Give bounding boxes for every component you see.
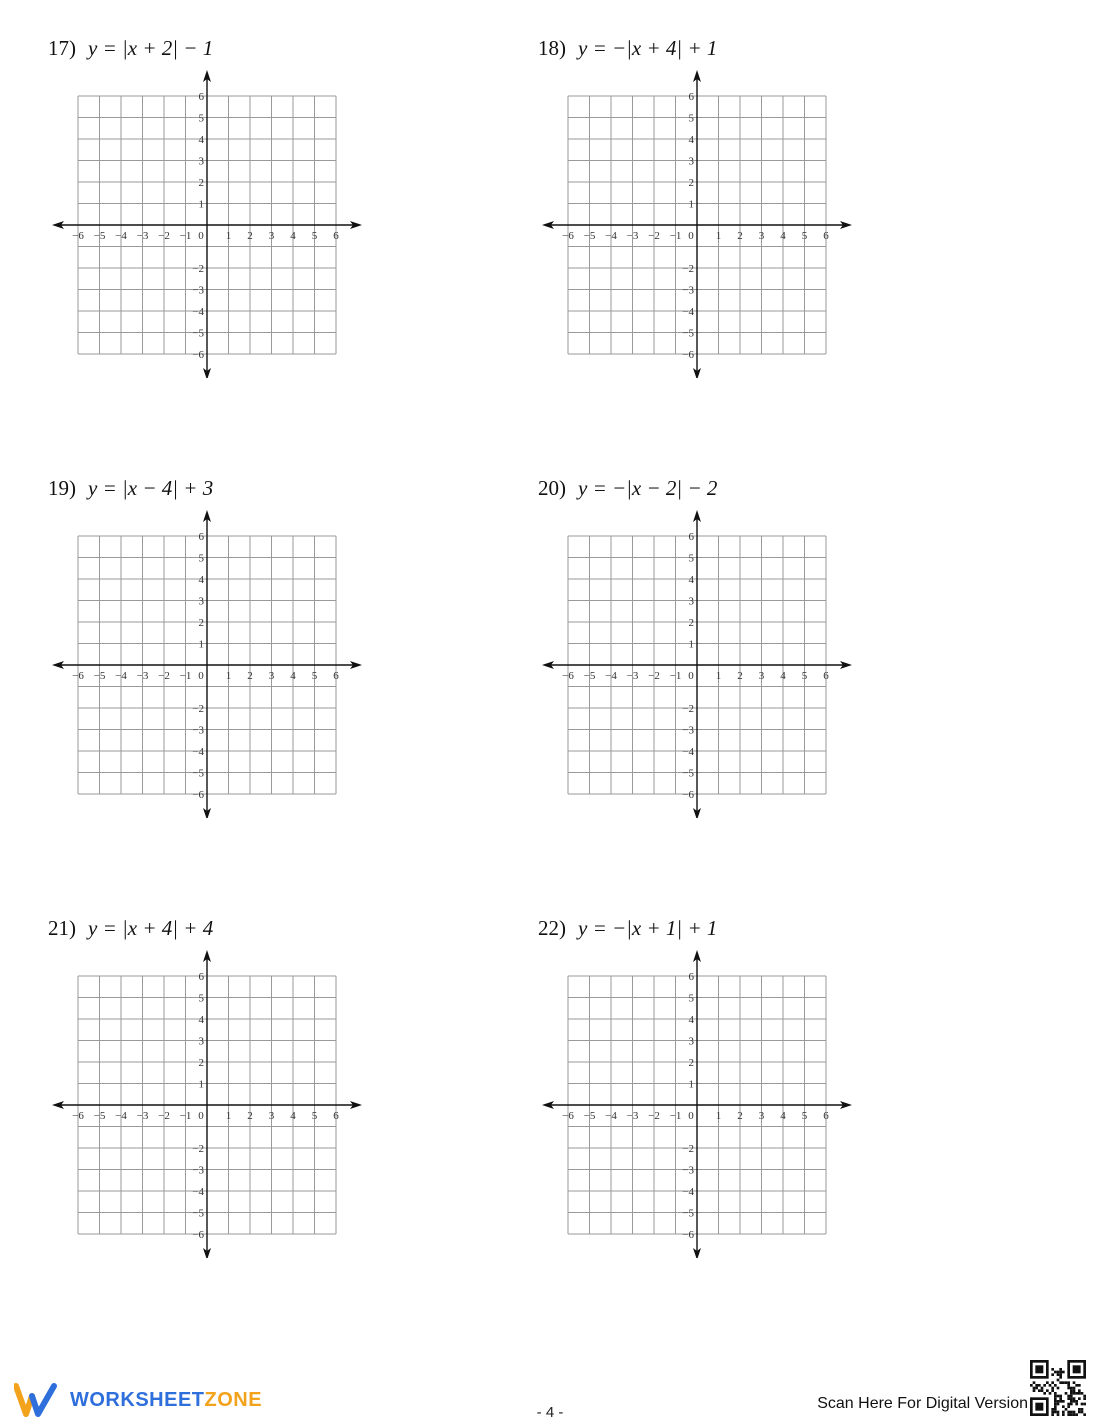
qr-module xyxy=(1057,1413,1060,1416)
x-tick-label: −4 xyxy=(115,670,127,682)
problem-22 xyxy=(538,916,958,1296)
qr-module xyxy=(1046,1389,1049,1392)
y-tick-label: −4 xyxy=(192,1186,204,1198)
qr-module xyxy=(1054,1411,1057,1414)
qr-module xyxy=(1081,1392,1084,1395)
qr-module xyxy=(1078,1411,1081,1414)
y-tick-label: 2 xyxy=(198,1057,204,1069)
y-tick-label: 4 xyxy=(198,574,204,586)
qr-module xyxy=(1081,1403,1084,1406)
x-tick-label: −2 xyxy=(158,670,170,682)
qr-module xyxy=(1062,1400,1065,1403)
x-tick-label: −6 xyxy=(72,670,84,682)
x-tick-label: 0 xyxy=(688,1110,694,1122)
x-tick-label: −5 xyxy=(583,1110,596,1122)
x-tick-label: −1 xyxy=(669,670,682,682)
x-tick-label: 5 xyxy=(311,230,318,242)
y-tick-label: −2 xyxy=(192,263,204,275)
x-tick-label: 5 xyxy=(311,670,318,682)
problem-21 xyxy=(48,916,468,1296)
x-tick-label: 5 xyxy=(801,670,808,682)
x-tick-label: 6 xyxy=(333,1110,339,1122)
problem-equation: y = −|x + 4| + 1 xyxy=(578,36,718,60)
x-tick-label: 3 xyxy=(268,670,275,682)
y-tick-label: 5 xyxy=(198,112,204,125)
y-tick-label: 1 xyxy=(198,198,204,211)
x-tick-label: −3 xyxy=(136,670,149,682)
qr-module xyxy=(1067,1381,1070,1384)
coordinate-grid[interactable] xyxy=(538,58,868,383)
qr-module xyxy=(1070,1403,1073,1406)
y-tick-label: −6 xyxy=(682,349,694,361)
x-tick-label: −4 xyxy=(605,670,617,682)
qr-module xyxy=(1059,1368,1062,1371)
problem-equation: y = |x + 4| + 4 xyxy=(88,916,214,940)
qr-module xyxy=(1070,1389,1073,1392)
problem-number: 21) xyxy=(48,916,76,940)
x-tick-label: 6 xyxy=(823,670,829,682)
x-tick-label: 2 xyxy=(737,230,743,242)
qr-module xyxy=(1033,1387,1036,1390)
qr-module xyxy=(1054,1408,1057,1411)
y-tick-label: 1 xyxy=(688,198,694,211)
y-tick-label: 5 xyxy=(198,552,204,565)
coordinate-grid[interactable] xyxy=(48,938,378,1263)
x-tick-label: −3 xyxy=(626,230,639,242)
qr-module xyxy=(1035,1384,1038,1387)
y-tick-label: 4 xyxy=(688,574,694,586)
y-tick-label: −3 xyxy=(682,284,694,297)
x-tick-label: 5 xyxy=(311,1110,318,1122)
y-tick-label: −2 xyxy=(682,263,694,275)
coordinate-grid[interactable] xyxy=(48,58,378,383)
x-tick-label: 2 xyxy=(247,1110,253,1122)
y-tick-label: 1 xyxy=(688,1078,694,1091)
x-tick-label: −6 xyxy=(562,670,574,682)
qr-module xyxy=(1067,1387,1070,1390)
qr-module xyxy=(1070,1397,1073,1400)
qr-module xyxy=(1038,1389,1041,1392)
qr-module xyxy=(1073,1411,1076,1414)
y-tick-label: −4 xyxy=(682,1186,694,1198)
problem-number: 19) xyxy=(48,476,76,500)
x-tick-label: −3 xyxy=(626,1110,639,1122)
qr-module xyxy=(1043,1384,1046,1387)
x-tick-label: −5 xyxy=(583,670,596,682)
x-tick-label: 0 xyxy=(198,670,204,682)
x-tick-label: 2 xyxy=(737,670,743,682)
qr-module xyxy=(1065,1408,1068,1411)
qr-module xyxy=(1083,1413,1086,1416)
qr-module xyxy=(1051,1413,1054,1416)
qr-module xyxy=(1051,1389,1054,1392)
grid-svg[interactable] xyxy=(538,938,868,1258)
y-tick-label: 2 xyxy=(688,1057,694,1069)
qr-module xyxy=(1057,1411,1060,1414)
qr-module xyxy=(1067,1397,1070,1400)
x-tick-label: −1 xyxy=(179,230,192,242)
problem-equation: y = |x − 4| + 3 xyxy=(88,476,214,500)
y-tick-label: −3 xyxy=(192,1164,204,1177)
scan-caption: Scan Here For Digital Version xyxy=(817,1395,1028,1412)
qr-module xyxy=(1075,1400,1078,1403)
qr-module xyxy=(1054,1405,1057,1408)
x-tick-label: 1 xyxy=(715,1110,722,1122)
qr-module xyxy=(1070,1400,1073,1403)
qr-module xyxy=(1057,1400,1060,1403)
problem-number: 17) xyxy=(48,36,76,60)
qr-module xyxy=(1054,1397,1057,1400)
x-tick-label: −4 xyxy=(115,230,127,242)
qr-module xyxy=(1067,1405,1070,1408)
qr-module xyxy=(1054,1403,1057,1406)
brand-name: WORKSHEETZONE xyxy=(70,1388,263,1411)
x-tick-label: −4 xyxy=(605,1110,617,1122)
x-tick-label: −2 xyxy=(158,1110,170,1122)
qr-module xyxy=(1073,1397,1076,1400)
qr-module xyxy=(1059,1381,1062,1384)
qr-module xyxy=(1057,1403,1060,1406)
qr-module xyxy=(1075,1413,1078,1416)
qr-module xyxy=(1051,1368,1054,1371)
y-tick-label: 5 xyxy=(198,992,204,1005)
problem-number: 18) xyxy=(538,36,566,60)
x-tick-label: 6 xyxy=(333,670,339,682)
qr-module xyxy=(1062,1413,1065,1416)
x-tick-label: −3 xyxy=(136,1110,149,1122)
y-tick-label: 1 xyxy=(688,638,694,651)
y-tick-label: 6 xyxy=(198,91,204,103)
x-tick-label: −5 xyxy=(93,670,106,682)
problem-number: 20) xyxy=(538,476,566,500)
problem-19 xyxy=(48,476,468,856)
x-tick-label: 1 xyxy=(715,670,722,682)
x-tick-label: −6 xyxy=(562,1110,574,1122)
x-tick-label: −4 xyxy=(115,1110,127,1122)
x-tick-label: −1 xyxy=(179,1110,192,1122)
y-tick-label: 5 xyxy=(688,992,694,1005)
qr-module xyxy=(1030,1384,1033,1387)
y-tick-label: 3 xyxy=(688,155,694,168)
qr-module xyxy=(1043,1392,1046,1395)
x-tick-label: 4 xyxy=(780,1110,786,1122)
coordinate-grid[interactable] xyxy=(538,938,868,1263)
y-tick-label: 2 xyxy=(198,617,204,629)
qr-finder xyxy=(1073,1365,1081,1373)
grid-svg[interactable] xyxy=(48,498,378,818)
y-tick-label: 3 xyxy=(198,595,204,608)
x-tick-label: −2 xyxy=(648,670,660,682)
x-tick-label: 4 xyxy=(780,230,786,242)
qr-module xyxy=(1067,1411,1070,1414)
qr-module xyxy=(1075,1403,1078,1406)
x-tick-label: −5 xyxy=(93,230,106,242)
y-tick-label: −5 xyxy=(192,1207,204,1220)
y-tick-label: −5 xyxy=(682,327,694,340)
y-tick-label: 2 xyxy=(688,617,694,629)
qr-module xyxy=(1073,1389,1076,1392)
qr-module xyxy=(1073,1392,1076,1395)
y-tick-label: −6 xyxy=(682,789,694,801)
x-tick-label: 1 xyxy=(225,1110,232,1122)
qr-finder xyxy=(1035,1365,1043,1373)
qr-module xyxy=(1051,1373,1054,1376)
x-tick-label: 6 xyxy=(333,230,339,242)
grid-svg[interactable] xyxy=(538,58,868,378)
qr-module xyxy=(1067,1403,1070,1406)
qr-module xyxy=(1073,1413,1076,1416)
qr-module xyxy=(1062,1405,1065,1408)
qr-module xyxy=(1057,1373,1060,1376)
qr-module xyxy=(1081,1411,1084,1414)
y-tick-label: 6 xyxy=(688,531,694,543)
problem-number: 22) xyxy=(538,916,566,940)
x-tick-label: 3 xyxy=(268,230,275,242)
y-tick-label: 5 xyxy=(688,112,694,125)
x-tick-label: 0 xyxy=(198,230,204,242)
y-tick-label: 4 xyxy=(688,134,694,146)
x-tick-label: 1 xyxy=(225,670,232,682)
qr-module xyxy=(1073,1400,1076,1403)
y-tick-label: 6 xyxy=(198,531,204,543)
y-tick-label: 4 xyxy=(198,1014,204,1026)
y-tick-label: 3 xyxy=(688,1035,694,1048)
y-tick-label: −3 xyxy=(192,724,204,737)
y-tick-label: −5 xyxy=(682,767,694,780)
coordinate-grid[interactable] xyxy=(538,498,868,823)
y-tick-label: −5 xyxy=(682,1207,694,1220)
problem-17 xyxy=(48,36,468,416)
qr-module xyxy=(1062,1381,1065,1384)
x-tick-label: 3 xyxy=(758,230,765,242)
y-tick-label: 3 xyxy=(688,595,694,608)
x-tick-label: −1 xyxy=(179,670,192,682)
qr-module xyxy=(1049,1392,1052,1395)
problem-18 xyxy=(538,36,958,416)
qr-module xyxy=(1078,1389,1081,1392)
y-tick-label: 1 xyxy=(198,1078,204,1091)
x-tick-label: −2 xyxy=(648,1110,660,1122)
x-tick-label: −2 xyxy=(648,230,660,242)
qr-module xyxy=(1059,1371,1062,1374)
qr-module xyxy=(1046,1381,1049,1384)
qr-module xyxy=(1075,1392,1078,1395)
x-tick-label: 1 xyxy=(225,230,232,242)
problem-equation: y = −|x − 2| − 2 xyxy=(578,476,718,500)
problem-equation: y = −|x + 1| + 1 xyxy=(578,916,718,940)
x-tick-label: 0 xyxy=(198,1110,204,1122)
x-tick-label: 4 xyxy=(290,670,296,682)
y-tick-label: −3 xyxy=(192,284,204,297)
qr-module xyxy=(1070,1413,1073,1416)
x-tick-label: −4 xyxy=(605,230,617,242)
qr-module xyxy=(1054,1371,1057,1374)
qr-module xyxy=(1070,1392,1073,1395)
x-tick-label: 4 xyxy=(290,1110,296,1122)
y-tick-label: 6 xyxy=(688,91,694,103)
qr-module xyxy=(1033,1381,1036,1384)
qr-module xyxy=(1081,1408,1084,1411)
qr-module xyxy=(1057,1395,1060,1398)
qr-module xyxy=(1070,1395,1073,1398)
qr-module xyxy=(1051,1408,1054,1411)
y-tick-label: −4 xyxy=(682,746,694,758)
qr-module xyxy=(1054,1384,1057,1387)
qr-module xyxy=(1083,1403,1086,1406)
x-tick-label: −3 xyxy=(626,670,639,682)
y-tick-label: 4 xyxy=(688,1014,694,1026)
qr-module xyxy=(1075,1384,1078,1387)
y-tick-label: 6 xyxy=(688,971,694,983)
qr-module xyxy=(1083,1397,1086,1400)
qr-module xyxy=(1078,1392,1081,1395)
qr-module xyxy=(1070,1387,1073,1390)
qr-module xyxy=(1054,1392,1057,1395)
y-tick-label: 2 xyxy=(688,177,694,189)
qr-module xyxy=(1078,1397,1081,1400)
x-tick-label: 0 xyxy=(688,670,694,682)
qr-module xyxy=(1051,1381,1054,1384)
grid-svg[interactable] xyxy=(48,58,378,378)
qr-module xyxy=(1054,1400,1057,1403)
y-tick-label: −2 xyxy=(682,703,694,715)
qr-module xyxy=(1078,1384,1081,1387)
x-tick-label: −3 xyxy=(136,230,149,242)
x-tick-label: 6 xyxy=(823,1110,829,1122)
qr-module xyxy=(1067,1395,1070,1398)
y-tick-label: −2 xyxy=(192,1143,204,1155)
qr-module xyxy=(1065,1392,1068,1395)
x-tick-label: 3 xyxy=(758,1110,765,1122)
x-tick-label: 1 xyxy=(715,230,722,242)
y-tick-label: −6 xyxy=(192,789,204,801)
x-tick-label: −2 xyxy=(158,230,170,242)
grid-svg[interactable] xyxy=(538,498,868,818)
y-tick-label: 1 xyxy=(198,638,204,651)
qr-module xyxy=(1057,1387,1060,1390)
y-tick-label: 4 xyxy=(198,134,204,146)
y-tick-label: −6 xyxy=(192,349,204,361)
y-tick-label: −4 xyxy=(192,306,204,318)
x-tick-label: 2 xyxy=(247,670,253,682)
qr-module xyxy=(1059,1373,1062,1376)
x-tick-label: −6 xyxy=(562,230,574,242)
qr-module xyxy=(1033,1389,1036,1392)
y-tick-label: 3 xyxy=(198,155,204,168)
qr-module xyxy=(1062,1411,1065,1414)
x-tick-label: 5 xyxy=(801,1110,808,1122)
x-tick-label: 4 xyxy=(780,670,786,682)
qr-code-icon[interactable] xyxy=(1030,1360,1086,1416)
y-tick-label: −2 xyxy=(682,1143,694,1155)
x-tick-label: 3 xyxy=(268,1110,275,1122)
problem-20 xyxy=(538,476,958,856)
x-tick-label: −6 xyxy=(72,1110,84,1122)
y-tick-label: −4 xyxy=(192,746,204,758)
y-tick-label: −3 xyxy=(682,1164,694,1177)
y-tick-label: −3 xyxy=(682,724,694,737)
grid-svg[interactable] xyxy=(48,938,378,1258)
x-tick-label: 2 xyxy=(737,1110,743,1122)
coordinate-grid[interactable] xyxy=(48,498,378,823)
qr-module xyxy=(1041,1387,1044,1390)
x-tick-label: 3 xyxy=(758,670,765,682)
problem-equation: y = |x + 2| − 1 xyxy=(88,36,214,60)
qr-finder xyxy=(1035,1403,1043,1411)
qr-module xyxy=(1083,1395,1086,1398)
x-tick-label: 5 xyxy=(801,230,808,242)
qr-module xyxy=(1035,1387,1038,1390)
qr-module xyxy=(1059,1395,1062,1398)
qr-module xyxy=(1049,1384,1052,1387)
x-tick-label: −1 xyxy=(669,1110,682,1122)
page-number: - 4 - xyxy=(536,1404,564,1421)
y-tick-label: −5 xyxy=(192,327,204,340)
qr-module xyxy=(1078,1408,1081,1411)
y-tick-label: 5 xyxy=(688,552,694,565)
qr-module xyxy=(1051,1411,1054,1414)
y-tick-label: −6 xyxy=(682,1229,694,1241)
y-tick-label: 2 xyxy=(198,177,204,189)
qr-module xyxy=(1051,1387,1054,1390)
x-tick-label: −6 xyxy=(72,230,84,242)
y-tick-label: −2 xyxy=(192,703,204,715)
qr-module xyxy=(1073,1381,1076,1384)
x-tick-label: 2 xyxy=(247,230,253,242)
qr-module xyxy=(1054,1395,1057,1398)
qr-module xyxy=(1059,1400,1062,1403)
qr-module xyxy=(1073,1387,1076,1390)
x-tick-label: −5 xyxy=(93,1110,106,1122)
x-tick-label: 0 xyxy=(688,230,694,242)
qr-module xyxy=(1038,1384,1041,1387)
x-tick-label: −5 xyxy=(583,230,596,242)
y-tick-label: −6 xyxy=(192,1229,204,1241)
y-tick-label: −5 xyxy=(192,767,204,780)
qr-module xyxy=(1057,1371,1060,1374)
y-tick-label: −4 xyxy=(682,306,694,318)
qr-module xyxy=(1070,1411,1073,1414)
qr-module xyxy=(1041,1389,1044,1392)
y-tick-label: 3 xyxy=(198,1035,204,1048)
x-tick-label: −1 xyxy=(669,230,682,242)
x-tick-label: 6 xyxy=(823,230,829,242)
x-tick-label: 4 xyxy=(290,230,296,242)
y-tick-label: 6 xyxy=(198,971,204,983)
qr-module xyxy=(1062,1371,1065,1374)
qr-module xyxy=(1067,1384,1070,1387)
qr-module xyxy=(1059,1397,1062,1400)
qr-module xyxy=(1067,1413,1070,1416)
qr-module xyxy=(1057,1379,1060,1382)
qr-module xyxy=(1065,1381,1068,1384)
qr-module xyxy=(1059,1376,1062,1379)
